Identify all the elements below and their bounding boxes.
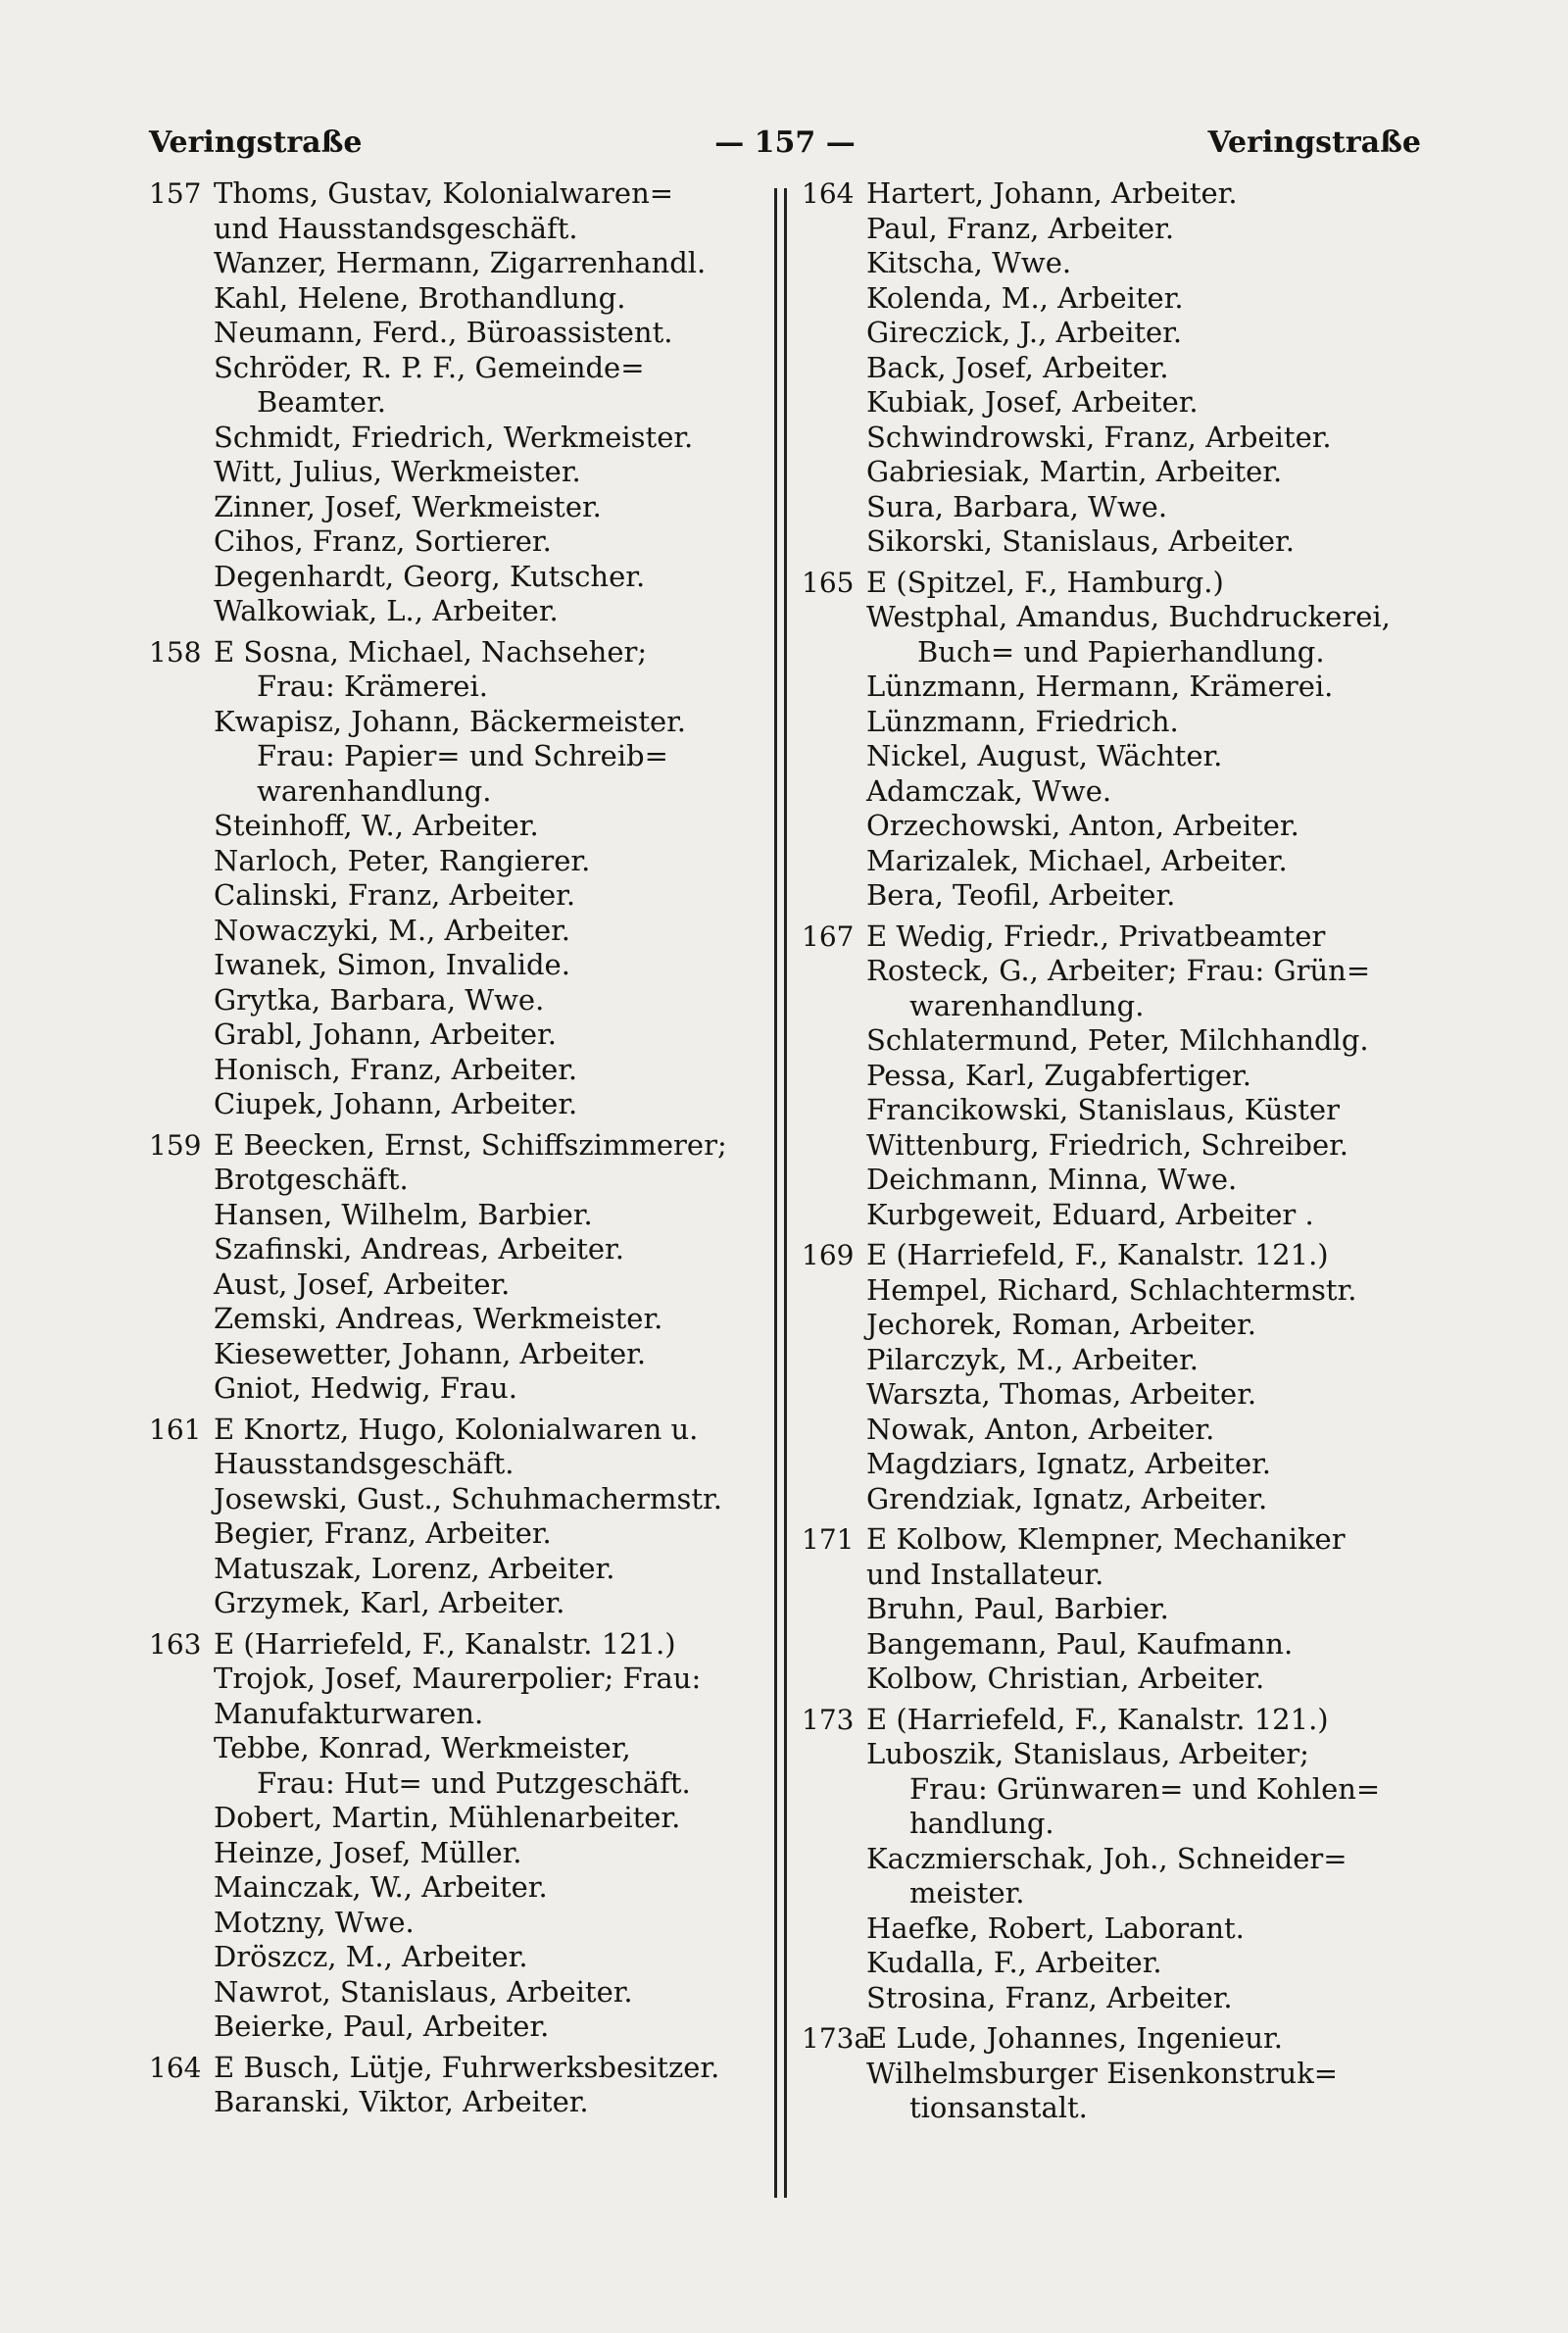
resident-line: Kiesewetter, Johann, Arbeiter.	[214, 1336, 647, 1370]
resident-line: E (Harriefeld, F., Kanalstr. 121.)	[866, 1702, 1329, 1736]
column-divider-line	[784, 188, 787, 2198]
resident-line: Sikorski, Stanislaus, Arbeiter.	[866, 524, 1295, 558]
house-entry	[149, 1627, 764, 2045]
resident-line: Zinner, Josef, Werkmeister.	[214, 489, 602, 523]
resident-line: Wittenburg, Friedrich, Schreiber.	[866, 1127, 1349, 1162]
resident-line: Begier, Franz, Arbeiter.	[214, 1516, 552, 1550]
resident-line: E Busch, Lütje, Fuhrwerksbesitzer.	[214, 2050, 720, 2084]
resident-line: Heinze, Josef, Müller.	[214, 1835, 522, 1869]
resident-line: Bruhn, Paul, Barbier.	[866, 1592, 1169, 1625]
resident-line: Kudalla, F., Arbeiter.	[866, 1946, 1162, 1979]
resident-line: Szafinski, Andreas, Arbeiter.	[214, 1232, 624, 1266]
resident-line: Manufakturwaren.	[214, 1696, 484, 1730]
resident-line: Frau: Hut= und Putzgeschäft.	[257, 1765, 691, 1800]
resident-line: Grytka, Barbara, Wwe.	[214, 982, 545, 1017]
resident-line: Westphal, Amandus, Buchdruckerei,	[866, 600, 1391, 633]
resident-line: warenhandlung.	[257, 773, 492, 808]
resident-line: Kolbow, Christian, Arbeiter.	[866, 1662, 1265, 1695]
resident-line: Brotgeschäft.	[214, 1163, 409, 1196]
resident-line: Iwanek, Simon, Invalide.	[214, 948, 570, 981]
house-entry	[149, 1128, 764, 1407]
resident-line: E Sosna, Michael, Nachseher;	[214, 634, 648, 669]
resident-line: E Wedig, Friedr., Privatbeamter	[866, 918, 1326, 953]
resident-line: Gniot, Hedwig, Frau.	[214, 1371, 517, 1405]
resident-line: Magdziars, Ignatz, Arbeiter.	[866, 1447, 1272, 1480]
resident-line: Wanzer, Hermann, Zigarrenhandl.	[214, 246, 707, 279]
house-number: 167	[802, 919, 855, 953]
resident-line: Hausstandsgeschäft.	[214, 1447, 514, 1480]
resident-line: Narloch, Peter, Rangierer.	[214, 843, 591, 877]
resident-line: E Knortz, Hugo, Kolonialwaren u.	[214, 1412, 699, 1446]
house-number: 159	[149, 1128, 202, 1162]
resident-line: Frau: Papier= und Schreib=	[257, 739, 668, 772]
resident-line: Witt, Julius, Werkmeister.	[214, 455, 581, 488]
left-column	[149, 176, 764, 2120]
resident-line: Kurbgeweit, Eduard, Arbeiter .	[866, 1197, 1314, 1231]
resident-line: tionsanstalt.	[909, 2091, 1088, 2124]
resident-line: Nawrot, Stanislaus, Arbeiter.	[214, 1974, 633, 2009]
resident-line: Josewski, Gust., Schuhmachermstr.	[214, 1481, 722, 1515]
house-entry	[802, 566, 1429, 914]
resident-line: Warszta, Thomas, Arbeiter.	[866, 1377, 1257, 1411]
house-number: 169	[802, 1239, 855, 1271]
resident-line: Adamczak, Wwe.	[866, 773, 1112, 808]
resident-line: Bangemann, Paul, Kaufmann.	[866, 1626, 1294, 1661]
resident-line: Thoms, Gustav, Kolonialwaren=	[214, 176, 674, 210]
house-number: 165	[802, 566, 855, 599]
house-number: 164	[149, 2051, 202, 2084]
house-entry	[802, 176, 1429, 560]
house-entry	[802, 1238, 1429, 1516]
house-entry	[802, 919, 1429, 1233]
resident-line: E Lude, Johannes, Ingenieur.	[866, 2021, 1283, 2055]
resident-line: meister.	[909, 1876, 1025, 1910]
resident-line: handlung.	[909, 1807, 1054, 1840]
resident-line: E (Harriefeld, F., Kanalstr. 121.)	[214, 1626, 676, 1661]
resident-line: Deichmann, Minna, Wwe.	[866, 1163, 1238, 1196]
header-street-left: Veringstraße	[149, 125, 363, 160]
house-entry	[149, 635, 764, 1122]
resident-line: Gireczick, J., Arbeiter.	[866, 316, 1183, 349]
resident-line: Honisch, Franz, Arbeiter.	[214, 1052, 578, 1086]
house-entry	[149, 176, 764, 629]
resident-line: Kubiak, Josef, Arbeiter.	[866, 385, 1199, 419]
resident-line: Beamter.	[257, 385, 386, 419]
resident-line: Lünzmann, Friedrich.	[866, 704, 1179, 738]
resident-line: Gabriesiak, Martin, Arbeiter.	[866, 455, 1283, 488]
resident-line: Schröder, R. P. F., Gemeinde=	[214, 350, 645, 384]
resident-line: Wilhelmsburger Eisenkonstruk=	[866, 2056, 1339, 2090]
resident-line: Luboszik, Stanislaus, Arbeiter;	[866, 1737, 1309, 1770]
resident-line: Frau: Grünwaren= und Kohlen=	[909, 1771, 1381, 1806]
resident-line: Rosteck, G., Arbeiter; Frau: Grün=	[866, 954, 1371, 987]
resident-line: Orzechowski, Anton, Arbeiter.	[866, 809, 1299, 842]
resident-line: E Kolbow, Klempner, Mechaniker	[866, 1522, 1346, 1556]
resident-line: Frau: Krämerei.	[257, 670, 488, 703]
resident-line: Calinski, Franz, Arbeiter.	[214, 878, 576, 912]
house-number: 158	[149, 635, 202, 669]
resident-line: Schwindrowski, Franz, Arbeiter.	[866, 420, 1332, 454]
resident-line: Degenhardt, Georg, Kutscher.	[214, 559, 646, 593]
resident-line: Beierke, Paul, Arbeiter.	[214, 2010, 550, 2043]
resident-line: Kwapisz, Johann, Bäckermeister.	[214, 704, 687, 738]
resident-line: Mainczak, W., Arbeiter.	[214, 1870, 548, 1904]
column-divider-line	[774, 188, 777, 2198]
resident-line: Strosina, Franz, Arbeiter.	[866, 1980, 1233, 2014]
resident-line: Pessa, Karl, Zugabfertiger.	[866, 1058, 1251, 1092]
resident-line: Hansen, Wilhelm, Barbier.	[214, 1197, 593, 1231]
resident-line: Kitscha, Wwe.	[866, 246, 1072, 279]
house-entry	[802, 1703, 1429, 2016]
resident-line: Grabl, Johann, Arbeiter.	[214, 1018, 557, 1051]
resident-line: Cihos, Franz, Sortierer.	[214, 524, 552, 558]
house-entry	[149, 2051, 764, 2120]
house-entry	[802, 2021, 1429, 2126]
resident-line: Tebbe, Konrad, Werkmeister,	[214, 1731, 631, 1764]
resident-line: Matuszak, Lorenz, Arbeiter.	[214, 1551, 615, 1585]
resident-line: Walkowiak, L., Arbeiter.	[214, 594, 559, 627]
resident-line: Schlatermund, Peter, Milchhandlg.	[866, 1023, 1369, 1057]
resident-line: Kolenda, M., Arbeiter.	[866, 280, 1184, 315]
resident-line: Aust, Josef, Arbeiter.	[214, 1266, 511, 1301]
house-number: 161	[149, 1413, 202, 1446]
resident-line: Sura, Barbara, Wwe.	[866, 489, 1168, 523]
resident-line: Francikowski, Stanislaus, Küster	[866, 1093, 1340, 1126]
house-entry	[149, 1413, 764, 1621]
house-number: 157	[149, 177, 202, 210]
resident-line: Marizalek, Michael, Arbeiter.	[866, 843, 1288, 877]
resident-line: Lünzmann, Hermann, Krämerei.	[866, 670, 1334, 703]
resident-line: Paul, Franz, Arbeiter.	[866, 211, 1175, 245]
resident-line: Grzymek, Karl, Arbeiter.	[214, 1586, 565, 1619]
resident-line: Schmidt, Friedrich, Werkmeister.	[214, 420, 694, 454]
header-street-right: Veringstraße	[1207, 125, 1421, 160]
house-number: 171	[802, 1523, 855, 1556]
resident-line: warenhandlung.	[909, 988, 1145, 1022]
resident-line: Jechorek, Roman, Arbeiter.	[866, 1308, 1256, 1341]
resident-line: Steinhoff, W., Arbeiter.	[214, 809, 539, 842]
resident-line: Pilarczyk, M., Arbeiter.	[866, 1342, 1199, 1376]
resident-line: E (Spitzel, F., Hamburg.)	[866, 565, 1224, 599]
resident-line: Baranski, Viktor, Arbeiter.	[214, 2085, 589, 2118]
resident-line: und Hausstandsgeschäft.	[214, 211, 578, 245]
resident-line: Zemski, Andreas, Werkmeister.	[214, 1302, 663, 1335]
resident-line: Nickel, August, Wächter.	[866, 739, 1223, 772]
resident-line: E (Harriefeld, F., Kanalstr. 121.)	[866, 1238, 1329, 1271]
resident-line: Motzny, Wwe.	[214, 1905, 415, 1939]
resident-line: Dobert, Martin, Mühlenarbeiter.	[214, 1801, 681, 1834]
resident-line: Dröszcz, M., Arbeiter.	[214, 1940, 528, 1973]
resident-line: Ciupek, Johann, Arbeiter.	[214, 1087, 578, 1120]
resident-line: Nowaczyki, M., Arbeiter.	[214, 913, 571, 947]
resident-line: Haefke, Robert, Laborant.	[866, 1911, 1245, 1945]
resident-line: und Installateur.	[866, 1557, 1104, 1591]
house-number: 173	[802, 1703, 855, 1736]
resident-line: Neumann, Ferd., Büroassistent.	[214, 316, 673, 349]
resident-line: Back, Josef, Arbeiter.	[866, 350, 1169, 384]
house-number: 163	[149, 1627, 202, 1661]
house-number: 164	[802, 177, 855, 210]
resident-line: Nowak, Anton, Arbeiter.	[866, 1412, 1215, 1446]
resident-line: Bera, Teofil, Arbeiter.	[866, 878, 1176, 912]
page-number: — 157 —	[714, 125, 856, 160]
house-entry	[802, 1522, 1429, 1697]
resident-line: Kaczmierschak, Joh., Schneider=	[866, 1841, 1348, 1875]
page-header	[149, 125, 1421, 174]
resident-line: Kahl, Helene, Brothandlung.	[214, 280, 626, 315]
house-number: 173a	[802, 2022, 871, 2055]
resident-line: Grendziak, Ignatz, Arbeiter.	[866, 1481, 1268, 1515]
resident-line: Buch= und Papierhandlung.	[917, 634, 1325, 669]
resident-line: Trojok, Josef, Maurerpolier; Frau:	[214, 1662, 702, 1695]
right-column	[802, 176, 1429, 2126]
resident-line: Hartert, Johann, Arbeiter.	[866, 176, 1238, 210]
resident-line: E Beecken, Ernst, Schiffszimmerer;	[214, 1127, 727, 1162]
resident-line: Hempel, Richard, Schlachtermstr.	[866, 1272, 1357, 1307]
